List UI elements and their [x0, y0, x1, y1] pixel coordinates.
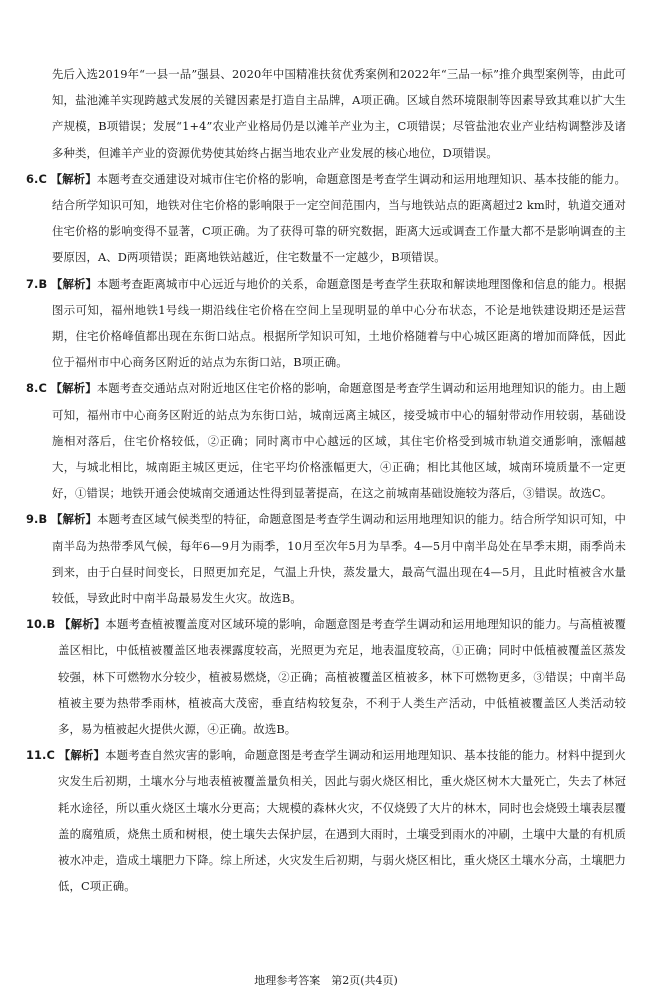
analysis-tag: 【解析】	[50, 276, 97, 291]
item-text: 本题考查距离城市中心远近与地价的关系，命题意图是考查学生获取和解读地理图像和信息的能力。根据图示可知，福州地铁1号线一期沿线住宅价格在空间上呈现明显的单中心分布状态，不论是地铁建设期还是运营期，住宅价格峰值都出现在东街口站点。根据所学知识可知，土地价格随着与中心城区距离的增加而降低，因此位于福州市中心商务区附近的站点为东街口站，B项正确。	[52, 276, 626, 370]
item-number: 11.C	[26, 748, 55, 763]
item-text: 本题考查交通站点对附近地区住宅价格的影响，命题意图是考查学生调动和运用地理知识的能力。由上题可知，福州市中心商务区附近的站点为东街口站，城南远离主城区，接受城市中心的辐射带动作用较弱，基础设施相对落后，住宅价格较低，②正确；同时离市中心越远的区域，其住宅价格受到城市轨道交通影响，涨幅越大，与城北相比，城南距主城区更远，住宅平均价格涨幅更大，④正确；相比其他区域，城南环境质量不一定更好，①错误；地铁开通会使城南交通通达性得到显著提高，在这之前城南基础设施较为落后，③错误。故选C。	[52, 381, 626, 501]
answer-content	[26, 61, 626, 900]
item-number: 8.C	[26, 381, 47, 396]
item-number: 6.C	[26, 171, 47, 186]
analysis-tag: 【解析】	[58, 748, 106, 763]
analysis-tag: 【解析】	[50, 381, 97, 396]
item-text: 本题考查区域气候类型的特征，命题意图是考查学生调动和运用地理知识的能力。结合所学知识可知，中南半岛为热带季风气候，每年6—9月为雨季，10月至次年5月为旱季。4—5月中南半岛处在旱季末期，雨季尚未到来，由于白昼时间变长，日照更加充足，气温上升快，蒸发量大，最高气温出现在4—5月，且此时植被含水量较低，导致此时中南半岛最易发生火灾。故选B。	[52, 512, 626, 606]
answer-item-9	[26, 506, 626, 611]
analysis-tag: 【解析】	[50, 512, 97, 527]
item-text: 本题考查自然灾害的影响，命题意图是考查学生调动和运用地理知识、基本技能的能力。材料中提到火灾发生后初期，土壤水分与地表植被覆盖量负相关，因此与弱火烧区相比，重火烧区树木大量死亡，失去了林冠耗水途径，所以重火烧区土壤水分更高；大规模的森林火灾，不仅烧毁了大片的林木，同时也会烧毁土壤表层覆盖的腐殖质，烧焦土质和树根，使土壤失去保护层，在遇到大雨时，土壤受到雨水的冲刷，土壤中大量的有机质被水冲走，造成土壤肥力下降。综上所述，火灾发生后初期，与弱火烧区相比，重火烧区土壤水分高，土壤肥力低，C项正确。	[58, 748, 626, 894]
item-number: 10.B	[26, 617, 56, 632]
item-number: 7.B	[26, 276, 48, 291]
answer-item-11	[26, 742, 626, 899]
item-number: 9.B	[26, 512, 48, 527]
answer-item-10	[26, 611, 626, 742]
page-footer: 地理参考答案 第2页(共4页)	[254, 974, 398, 987]
item-text: 本题考查植被覆盖度对区域环境的影响，命题意图是考查学生调动和运用地理知识的能力。与高植被覆盖区相比，中低植被覆盖区地表裸露度较高，光照更为充足，地表温度较高，①正确；同时中低植被覆盖区蒸发较强，林下可燃物水分较少，植被易燃烧，②正确；高植被覆盖区植被多，林下可燃物更多，③错误；中南半岛植被主要为热带季雨林，植被高大茂密，垂直结构较复杂，不利于人类生产活动，中低植被覆盖区人类活动较多，易为植被起火提供火源，④正确。故选B。	[58, 617, 626, 737]
answer-item-6	[26, 166, 626, 271]
item-text: 本题考查交通建设对城市住宅价格的影响，命题意图是考查学生调动和运用地理知识、基本技能的能力。结合所学知识可知，地铁对住宅价格的影响限于一定空间范围内，当与地铁站点的距离超过2 km时，轨道交通对住宅价格的影响变得不显著，C项正确。为了获得可靠的研究数据，距离大远或调查工作量大都不是影响调查的主要原因，A、D两项错误；距离地铁站越近，住宅数量不一定越少，B项错误。	[52, 171, 626, 265]
item-5-continuation: 先后入选2019年“一县一品”强县、2020年中国精准扶贫优秀案例和2022年“三品一标”推介典型案例等，由此可知，盐池滩羊实现跨越式发展的关键因素是打造自主品牌，A项正确。区域自然环境限制等因素导致其难以扩大生产规模，B项错误；发展“1+4”农业产业格局仍是以滩羊产业为主，C项错误；尽管盐池农业产业结构调整涉及诸多种类，但滩羊产业的资源优势使其始终占据当地农业产业发展的核心地位，D项错误。	[52, 67, 626, 160]
analysis-tag: 【解析】	[50, 171, 97, 186]
answer-item-7	[26, 271, 626, 376]
analysis-tag: 【解析】	[59, 617, 106, 632]
answer-item-8	[26, 375, 626, 506]
